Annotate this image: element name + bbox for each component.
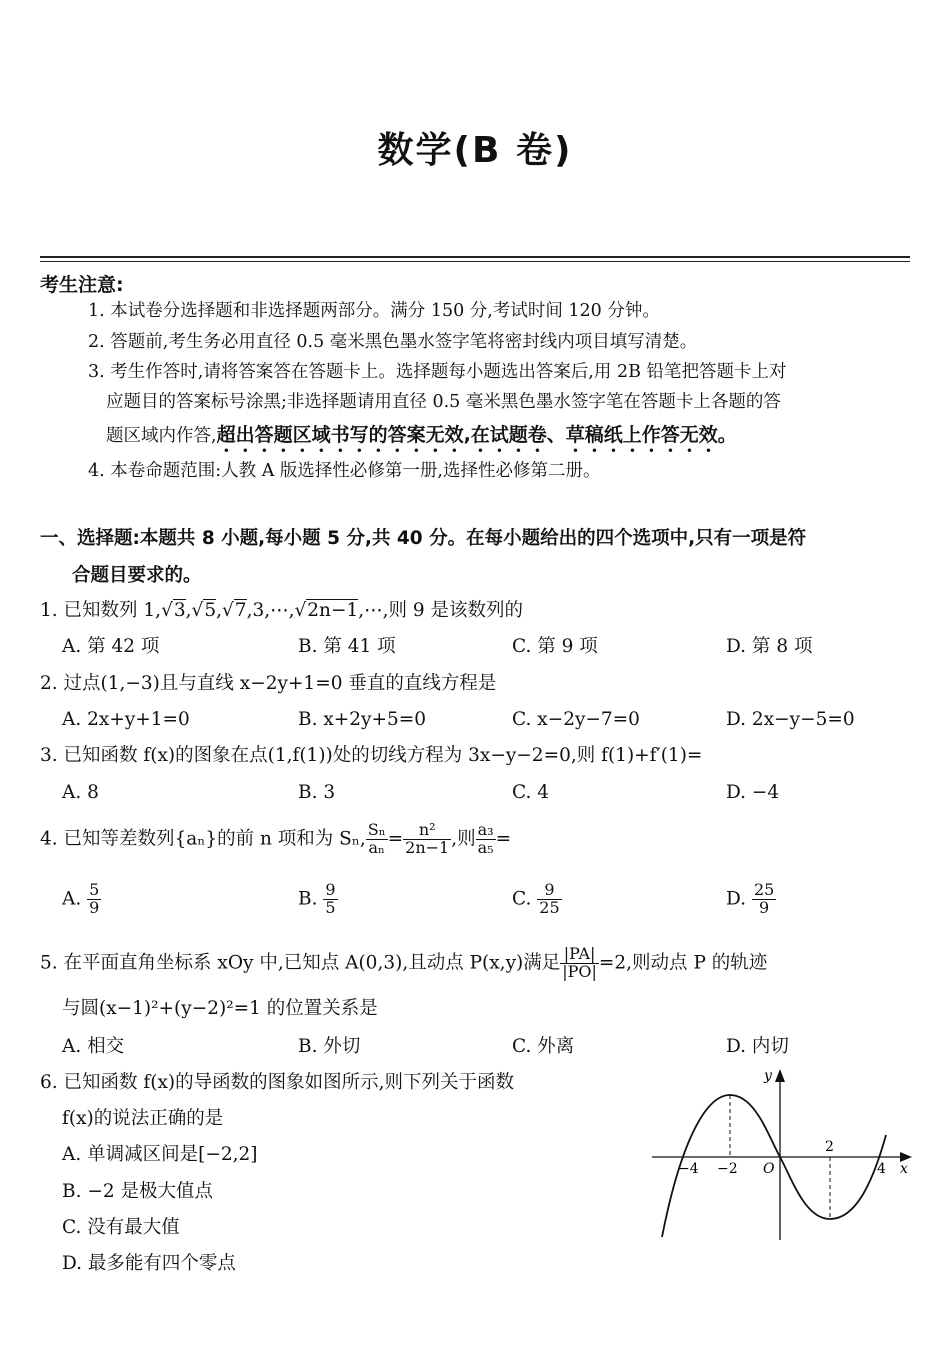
question-6-cont: f(x)的说法正确的是 <box>62 1108 224 1129</box>
notice-item-2: 2. 答题前,考生务必用直径 0.5 毫米黑色墨水签字笔将密封线内项目填写清楚。 <box>88 332 698 352</box>
q5-option-d[interactable]: D. 内切 <box>726 1036 789 1057</box>
q5-frac: $\frac{|PA|}{|PO|}$ <box>562 944 597 981</box>
notice-heading: 考生注意: <box>40 274 124 296</box>
header-rule <box>40 256 910 258</box>
tick-minus-4: −4 <box>678 1161 699 1177</box>
section-heading: 一、选择题:本题共 8 小题,每小题 5 分,共 40 分。在每小题给出的四个选项中,只有一项是符 <box>40 528 807 549</box>
tick-4: 4 <box>877 1161 886 1177</box>
q6-option-d[interactable]: D. 最多能有四个零点 <box>62 1253 236 1274</box>
notice-emphasis: 超出答题区域书写的答案无效,在试题卷、草稿纸上作答无效。 <box>216 424 737 446</box>
q1-sqrt3: 3 <box>173 600 186 621</box>
question-3: 3. 已知函数 f(x)的图象在点(1,f(1))处的切线方程为 3x−y−2=0,则 f(1)+f′(1)= <box>40 745 703 766</box>
question-1: 1. 已知数列 1,√3,√5,√7,3,⋯,√2n−1,⋯,则 9 是该数列的 <box>40 600 524 621</box>
q4-option-d[interactable]: D. $\frac{25}{9}$ <box>726 880 775 917</box>
question-5-cont: 与圆(x−1)²+(y−2)²=1 的位置关系是 <box>62 998 378 1019</box>
notice-item-3-end <box>106 424 737 457</box>
q5-option-c[interactable]: C. 外离 <box>512 1036 575 1057</box>
section-heading-cont: 合题目要求的。 <box>72 565 202 586</box>
q1-sqrt7: 7 <box>234 600 247 621</box>
header-rule-thin <box>40 261 910 262</box>
tick-2: 2 <box>825 1139 834 1155</box>
question-6: 6. 已知函数 f(x)的导函数的图象如图所示,则下列关于函数 <box>40 1072 515 1093</box>
q5-post: =2,则动点 P 的轨迹 <box>598 952 768 974</box>
origin-label: O <box>763 1161 775 1177</box>
q1-option-d[interactable]: D. 第 8 项 <box>726 636 813 657</box>
q4-post: = <box>495 828 512 850</box>
derivative-graph <box>650 1065 915 1245</box>
q1-option-b[interactable]: B. 第 41 项 <box>298 636 396 657</box>
q2-option-c[interactable]: C. x−2y−7=0 <box>512 709 640 730</box>
q2-option-b[interactable]: B. x+2y+5=0 <box>298 709 427 730</box>
q6-option-b[interactable]: B. −2 是极大值点 <box>62 1181 214 1202</box>
q4-option-b[interactable]: B. $\frac{9}{5}$ <box>298 880 336 917</box>
y-axis-arrow <box>775 1069 785 1082</box>
q4-option-a[interactable]: A. $\frac{5}{9}$ <box>62 880 100 917</box>
q4-mid: ,则 <box>451 828 476 850</box>
q4-frac-s-a: $\frac{\text{Sₙ}}{\text{aₙ}}$ <box>367 820 386 857</box>
q1-mid: ,3,⋯, <box>246 600 295 621</box>
q1-option-a[interactable]: A. 第 42 项 <box>62 636 160 657</box>
notice-item-3: 3. 考生作答时,请将答案答在答题卡上。选择题每小题选出答案后,用 2B 铅笔把答题卡上对 <box>88 362 787 382</box>
q2-option-a[interactable]: A. 2x+y+1=0 <box>62 709 190 730</box>
notice-item-1: 1. 本试卷分选择题和非选择题两部分。满分 150 分,考试时间 120 分钟。 <box>88 301 660 321</box>
q1-option-c[interactable]: C. 第 9 项 <box>512 636 598 657</box>
q6-option-a[interactable]: A. 单调减区间是[−2,2] <box>62 1144 258 1165</box>
q6-option-c[interactable]: C. 没有最大值 <box>62 1217 180 1238</box>
q1-text: 1. 已知数列 1, <box>40 600 162 621</box>
question-4 <box>40 822 511 857</box>
q3-option-b[interactable]: B. 3 <box>298 782 336 803</box>
q4-option-c[interactable]: C. $\frac{9}{25}$ <box>512 880 560 917</box>
q4-eq: = <box>387 828 404 850</box>
q3-option-d[interactable]: D. −4 <box>726 782 780 803</box>
tick-minus-2: −2 <box>717 1161 738 1177</box>
q1-sqrt5: 5 <box>204 600 217 621</box>
notice-item-3-tail: 题区域内作答, <box>106 426 217 446</box>
q2-option-d[interactable]: D. 2x−y−5=0 <box>726 709 855 730</box>
y-label: y <box>764 1068 772 1084</box>
q5-option-b[interactable]: B. 外切 <box>298 1036 361 1057</box>
q4-text: 4. 已知等差数列{aₙ}的前 n 项和为 Sₙ, <box>40 828 366 850</box>
q1-post: ,⋯,则 9 是该数列的 <box>358 600 524 621</box>
q5-option-a[interactable]: A. 相交 <box>62 1036 125 1057</box>
q3-option-a[interactable]: A. 8 <box>62 782 99 803</box>
notice-item-4: 4. 本卷命题范围:人教 A 版选择性必修第一册,选择性必修第二册。 <box>88 461 601 481</box>
x-label: x <box>900 1161 908 1177</box>
q1-sqrt2n: 2n−1 <box>307 600 359 621</box>
question-5 <box>40 946 767 981</box>
notice-item-3-cont: 应题目的答案标号涂黑;非选择题请用直径 0.5 毫米黑色墨水签字笔在答题卡上各题的答 <box>106 392 781 412</box>
page-title: 数学(B 卷) <box>377 130 573 171</box>
q4-frac-n: $\frac{\text{n²}}{2n-1}$ <box>405 820 450 857</box>
q3-option-c[interactable]: C. 4 <box>512 782 550 803</box>
q5-text: 5. 在平面直角坐标系 xOy 中,已知点 A(0,3),且动点 P(x,y)满足 <box>40 952 561 974</box>
q4-frac-a3-a5: $\frac{\text{a₃}}{\text{a₅}}$ <box>477 820 494 857</box>
question-2: 2. 过点(1,−3)且与直线 x−2y+1=0 垂直的直线方程是 <box>40 673 497 694</box>
